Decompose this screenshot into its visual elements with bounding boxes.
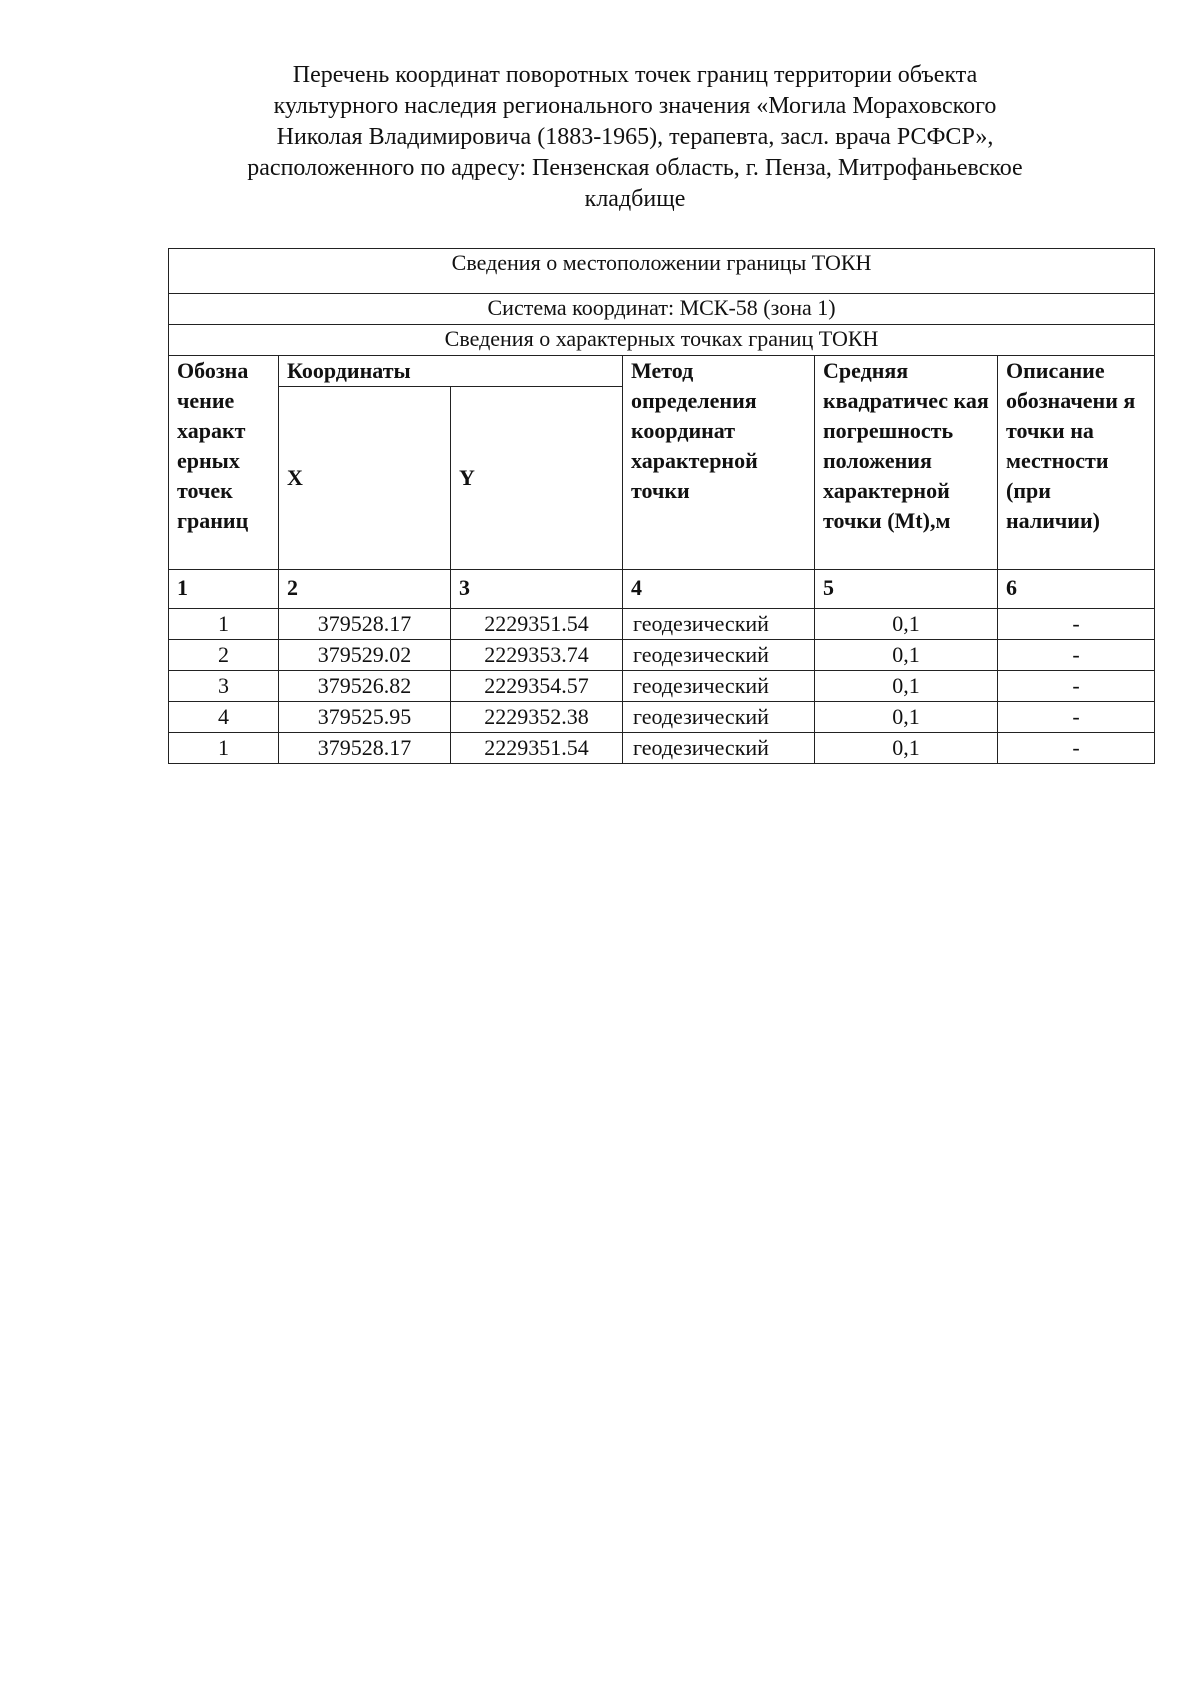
point-y: 2229351.54 [451,609,623,640]
column-number: 6 [998,570,1155,609]
point-number: 1 [169,609,279,640]
point-description: - [998,733,1155,764]
column-numbers-row [169,570,1155,609]
point-method: геодезический [623,702,815,733]
header-designation: Обозна чение характ ерных точек границ [169,356,279,570]
point-y: 2229351.54 [451,733,623,764]
header-x: X [279,387,451,570]
column-number: 1 [169,570,279,609]
header-description: Описание обозначени я точки на местности (при наличии) [998,356,1155,570]
point-method: геодезический [623,671,815,702]
point-number: 3 [169,671,279,702]
coordinates-table [168,248,1155,764]
point-y: 2229353.74 [451,640,623,671]
point-x: 379525.95 [279,702,451,733]
table-banner: Сведения о местоположении границы ТОКН [169,249,1155,294]
point-description: - [998,640,1155,671]
column-number: 5 [815,570,998,609]
title-line: Перечень координат поворотных точек границ территории объекта [292,62,978,88]
point-method: геодезический [623,733,815,764]
table-row [169,609,1155,640]
point-x: 379529.02 [279,640,451,671]
point-error: 0,1 [815,733,998,764]
header-y: Y [451,387,623,570]
point-x: 379526.82 [279,671,451,702]
title-line: расположенного по адресу: Пензенская область, г. Пенза, Митрофаньевское [247,155,1023,181]
title-line: кладбище [584,186,686,212]
table-row [169,702,1155,733]
point-error: 0,1 [815,671,998,702]
column-number: 4 [623,570,815,609]
point-description: - [998,609,1155,640]
point-method: геодезический [623,609,815,640]
column-number: 2 [279,570,451,609]
point-error: 0,1 [815,609,998,640]
point-x: 379528.17 [279,609,451,640]
point-number: 4 [169,702,279,733]
table-row [169,671,1155,702]
point-number: 1 [169,733,279,764]
header-error: Средняя квадратичес кая погрешность положения характерной точки (Mt),м [815,356,998,570]
point-description: - [998,671,1155,702]
header-coordinates: Координаты [279,356,623,387]
table-row [169,733,1155,764]
column-number: 3 [451,570,623,609]
title-line: культурного наследия регионального значения «Могила Мораховского [273,93,997,119]
point-y: 2229352.38 [451,702,623,733]
document-title [160,60,1110,215]
point-error: 0,1 [815,640,998,671]
coordinate-system: Система координат: МСК-58 (зона 1) [169,294,1155,325]
point-number: 2 [169,640,279,671]
point-description: - [998,702,1155,733]
table-row [169,640,1155,671]
title-line: Николая Владимировича (1883-1965), терапевта, засл. врача РСФСР», [276,124,994,150]
point-x: 379528.17 [279,733,451,764]
point-y: 2229354.57 [451,671,623,702]
points-banner: Сведения о характерных точках границ ТОКН [169,325,1155,356]
point-error: 0,1 [815,702,998,733]
header-method: Метод определения координат характерной точки [623,356,815,570]
point-method: геодезический [623,640,815,671]
